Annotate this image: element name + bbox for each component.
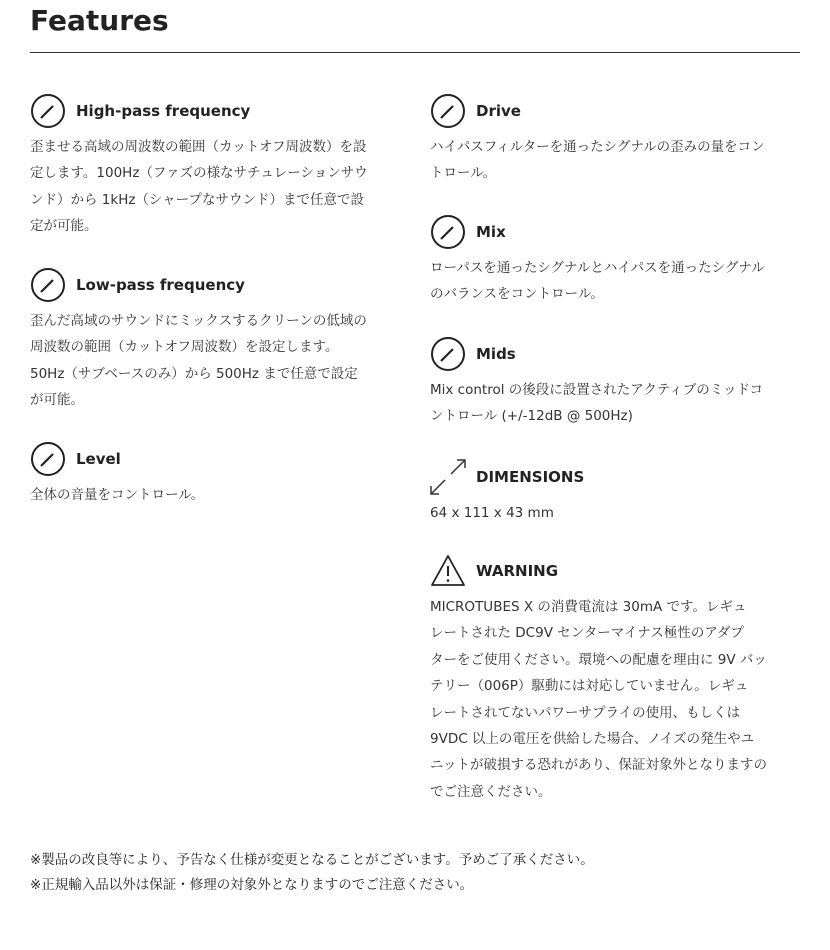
- description-line: 全体の音量をコントロール。: [30, 487, 205, 503]
- warning-icon: [430, 553, 466, 589]
- feature-description: [430, 255, 810, 308]
- description-line: 50Hz（サブベースのみ）から 500Hz まで任意で設定: [30, 365, 358, 382]
- feature-heading: [430, 336, 810, 372]
- knob-icon: [430, 93, 466, 129]
- description-line: が可能。: [30, 392, 84, 409]
- description-line: 周波数の範囲（カットオフ周波数）を設定します。: [30, 339, 339, 356]
- feature-heading: [30, 441, 410, 477]
- feature-description: [430, 594, 810, 805]
- feature-heading: [430, 553, 810, 589]
- page-title: Features: [30, 4, 169, 37]
- description-line: レートされた DC9V センターマイナス極性のアダプ: [430, 625, 744, 642]
- feature-title: Mids: [476, 345, 516, 363]
- feature-description: [30, 134, 410, 240]
- footer-note: ※正規輸入品以外は保証・修理の対象外となりますのでご注意ください。: [30, 877, 474, 893]
- knob-icon: [30, 93, 66, 129]
- knob-icon: [30, 441, 66, 477]
- feature-description: [430, 134, 810, 187]
- description-line: でご注意ください。: [430, 783, 552, 800]
- description-line: 歪んだ高域のサウンドにミックスするクリーンの低域の: [30, 313, 367, 329]
- description-line: トロール。: [430, 165, 497, 182]
- footer-notes: [30, 848, 594, 898]
- feature-heading: [30, 93, 410, 129]
- feature-drive: [430, 93, 810, 187]
- description-line: のバランスをコントロール。: [430, 286, 604, 303]
- feature-dimensions: [430, 459, 810, 526]
- description-line: Mix control の後段に設置されたアクティブのミッドコ: [430, 382, 763, 398]
- feature-title: Mix: [476, 223, 506, 241]
- feature-title: DIMENSIONS: [476, 468, 585, 486]
- resize-arrows-icon: [430, 459, 466, 495]
- description-line: 定が可能。: [30, 218, 98, 235]
- description-line: ントロール (+/-12dB @ 500Hz): [430, 408, 633, 425]
- feature-title: Level: [76, 450, 121, 468]
- description-line: MICROTUBES X の消費電流は 30mA です。レギュ: [430, 599, 747, 615]
- feature-mix: [430, 214, 810, 308]
- knob-icon: [430, 214, 466, 250]
- title-divider: [30, 52, 800, 53]
- feature-description: [30, 308, 410, 414]
- feature-title: Drive: [476, 102, 521, 120]
- feature-title: Low-pass frequency: [76, 276, 245, 294]
- description-line: テリー（006P）駆動には対応していません。レギュ: [430, 678, 749, 695]
- feature-level: [30, 441, 410, 508]
- description-line: 定します。100Hz（ファズの様なサチュレーションサウ: [30, 165, 368, 182]
- description-line: 歪ませる高域の周波数の範囲（カットオフ周波数）を設: [30, 139, 367, 155]
- knob-icon: [30, 267, 66, 303]
- footer-note: ※製品の改良等により、予告なく仕様が変更となることがございます。予めご了承ください。: [30, 852, 594, 868]
- feature-heading: [430, 459, 810, 495]
- description-line: ターをご使用ください。環境への配慮を理由に 9V バッ: [430, 651, 767, 668]
- feature-heading: [30, 267, 410, 303]
- feature-heading: [430, 93, 810, 129]
- feature-title: WARNING: [476, 562, 559, 580]
- feature-description: [430, 377, 810, 430]
- description-line: ニットが破損する恐れがあり、保証対象外となりますの: [430, 757, 767, 774]
- description-line: レートされてないパワーサプライの使用、もしくは: [430, 704, 741, 721]
- feature-warning: [430, 553, 810, 805]
- description-line: ンド）から 1kHz（シャープなサウンド）まで任意で設: [30, 191, 364, 208]
- description-line: ローパスを通ったシグナルとハイパスを通ったシグナル: [430, 260, 765, 276]
- description-line: ハイパスフィルターを通ったシグナルの歪みの量をコン: [430, 139, 765, 155]
- description-line: 9VDC 以上の電圧を供給した場合、ノイズの発生やユ: [430, 731, 755, 748]
- feature-heading: [430, 214, 810, 250]
- feature-high-pass-frequency: [30, 93, 410, 240]
- description-line: 64 x 111 x 43 mm: [430, 505, 554, 521]
- feature-low-pass-frequency: [30, 267, 410, 414]
- feature-description: [30, 482, 410, 508]
- feature-mids: [430, 336, 810, 430]
- feature-description: [430, 500, 810, 526]
- feature-title: High-pass frequency: [76, 102, 251, 120]
- knob-icon: [430, 336, 466, 372]
